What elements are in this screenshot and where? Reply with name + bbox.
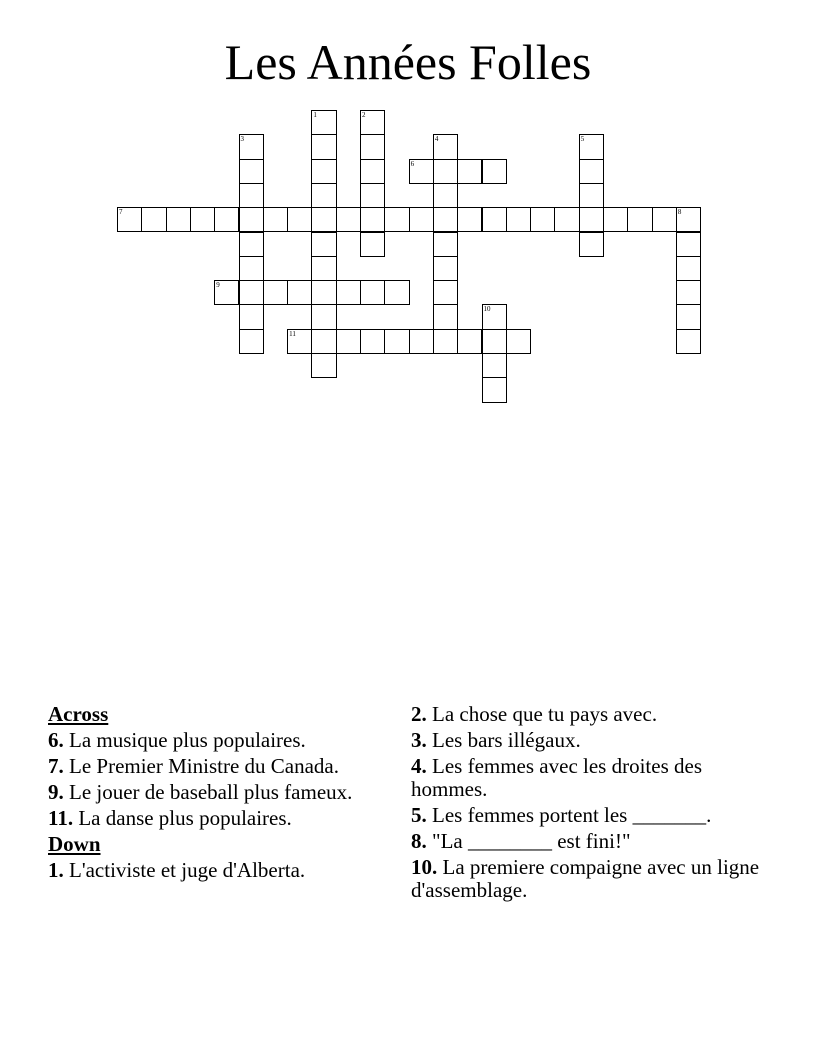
clue-text: "La ________ est fini!"	[432, 829, 631, 853]
cell-number: 1	[313, 111, 317, 119]
clue-down-3	[411, 729, 761, 752]
cell-number: 4	[434, 135, 439, 144]
clue-text: Les bars illégaux.	[432, 728, 581, 752]
grid-cell[interactable]	[506, 207, 531, 232]
clue-text: La musique plus populaires.	[69, 728, 306, 752]
clue-down-2	[411, 703, 761, 726]
clue-text: L'activiste et juge d'Alberta.	[69, 858, 306, 882]
clue-text: La chose que tu pays avec.	[432, 702, 658, 726]
grid-cell[interactable]	[360, 110, 385, 135]
grid-cell[interactable]	[311, 159, 336, 184]
clues-left-column	[48, 703, 368, 885]
grid-cell[interactable]	[579, 207, 604, 232]
puzzle-title: Les Années Folles	[224, 34, 592, 90]
grid-cell[interactable]	[311, 329, 336, 354]
grid-cell[interactable]	[360, 232, 385, 257]
grid-cell[interactable]	[579, 183, 604, 208]
grid-cell[interactable]	[676, 207, 701, 232]
grid-cell[interactable]	[433, 329, 458, 354]
cell-number: 7	[119, 208, 123, 217]
grid-cell[interactable]	[384, 280, 409, 305]
clue-across-6	[48, 729, 368, 752]
clue-down-1	[48, 859, 368, 882]
grid-cell[interactable]	[311, 183, 336, 208]
grid-cell[interactable]	[433, 159, 458, 184]
cell-number: 9	[216, 281, 220, 290]
grid-cell[interactable]	[311, 256, 336, 281]
grid-cell[interactable]	[336, 280, 361, 305]
clue-number: 4.	[411, 754, 427, 778]
grid-cell[interactable]	[239, 280, 264, 305]
grid-cell[interactable]	[676, 256, 701, 281]
cell-number: 6	[410, 159, 415, 168]
grid-cell[interactable]	[506, 329, 531, 354]
clue-number: 11.	[48, 806, 74, 830]
cell-number: 2	[362, 111, 366, 119]
grid-cell[interactable]	[311, 304, 336, 329]
grid-cell[interactable]	[263, 207, 288, 232]
grid-cell[interactable]	[433, 134, 458, 159]
grid-cell[interactable]	[579, 134, 604, 159]
grid-cell[interactable]	[433, 280, 458, 305]
grid-cell[interactable]	[482, 159, 507, 184]
grid-cell[interactable]	[603, 207, 628, 232]
down-heading: Down	[48, 832, 101, 856]
cell-number: 11	[289, 329, 296, 338]
grid-cell[interactable]	[239, 232, 264, 257]
grid-cell[interactable]	[433, 304, 458, 329]
clue-across-7	[48, 755, 368, 778]
grid-cell[interactable]	[360, 329, 385, 354]
grid-cell[interactable]	[311, 134, 336, 159]
grid-cell[interactable]	[409, 329, 434, 354]
grid-cell[interactable]	[409, 159, 434, 184]
grid-cell[interactable]	[117, 207, 142, 232]
grid-cell[interactable]	[554, 207, 579, 232]
grid-cell[interactable]	[336, 329, 361, 354]
grid-cell[interactable]	[676, 232, 701, 257]
cell-number: 5	[580, 135, 585, 144]
grid-cell[interactable]	[676, 280, 701, 305]
clue-down-8	[411, 830, 761, 853]
grid-cell[interactable]	[482, 329, 507, 354]
grid-cell[interactable]	[287, 207, 312, 232]
clue-number: 7.	[48, 754, 64, 778]
grid-cell[interactable]	[457, 207, 482, 232]
grid-cell[interactable]	[360, 159, 385, 184]
grid-cell[interactable]	[457, 159, 482, 184]
clue-down-5	[411, 804, 761, 827]
cell-number: 10	[483, 305, 491, 314]
grid-cell[interactable]	[482, 207, 507, 232]
grid-cell[interactable]	[360, 134, 385, 159]
clue-text: Les femmes portent les _______.	[432, 803, 712, 827]
grid-cell[interactable]	[409, 207, 434, 232]
grid-cell[interactable]	[360, 280, 385, 305]
clue-number: 2.	[411, 702, 427, 726]
grid-cell[interactable]	[311, 232, 336, 257]
grid-cell[interactable]	[676, 304, 701, 329]
grid-cell[interactable]	[311, 207, 336, 232]
grid-cell[interactable]	[214, 280, 239, 305]
clues-right-column	[411, 703, 761, 905]
clue-number: 9.	[48, 780, 64, 804]
clue-number: 10.	[411, 855, 438, 879]
grid-cell[interactable]	[433, 232, 458, 257]
cell-number: 3	[240, 135, 244, 144]
grid-cell[interactable]	[457, 329, 482, 354]
clue-text: Le jouer de baseball plus fameux.	[69, 780, 353, 804]
grid-cell[interactable]	[384, 329, 409, 354]
grid-cell[interactable]	[311, 353, 336, 378]
grid-cell[interactable]	[482, 353, 507, 378]
clue-number: 1.	[48, 858, 64, 882]
grid-cell[interactable]	[652, 207, 677, 232]
grid-cell[interactable]	[433, 183, 458, 208]
grid-cell[interactable]	[239, 304, 264, 329]
grid-cell[interactable]	[579, 232, 604, 257]
clue-text: La premiere compaigne avec un ligne d'assemblage.	[411, 855, 760, 902]
grid-cell[interactable]	[239, 329, 264, 354]
grid-cell[interactable]	[287, 280, 312, 305]
clue-number: 8.	[411, 829, 427, 853]
grid-cell[interactable]	[482, 304, 507, 329]
grid-cell[interactable]	[360, 183, 385, 208]
clue-across-11	[48, 807, 368, 830]
grid-cell[interactable]	[239, 207, 264, 232]
clue-number: 3.	[411, 728, 427, 752]
clue-across-9	[48, 781, 368, 804]
clue-down-10	[411, 856, 761, 902]
grid-cell[interactable]	[433, 256, 458, 281]
grid-cell[interactable]	[239, 159, 264, 184]
grid-cell[interactable]	[433, 207, 458, 232]
grid-cell[interactable]	[579, 159, 604, 184]
cell-number: 8	[677, 208, 682, 217]
clue-number: 5.	[411, 803, 427, 827]
clue-text: Le Premier Ministre du Canada.	[69, 754, 340, 778]
grid-cell[interactable]	[263, 280, 288, 305]
grid-cell[interactable]	[384, 207, 409, 232]
clue-text: Les femmes avec les droites des hommes.	[411, 754, 702, 801]
clue-down-4	[411, 755, 761, 801]
grid-cell[interactable]	[166, 207, 191, 232]
grid-cell[interactable]	[141, 207, 166, 232]
grid-cell[interactable]	[627, 207, 652, 232]
grid-cell[interactable]	[360, 207, 385, 232]
grid-cell[interactable]	[676, 329, 701, 354]
clue-text: La danse plus populaires.	[78, 806, 292, 830]
grid-cell[interactable]	[190, 207, 215, 232]
grid-cell[interactable]	[311, 280, 336, 305]
clue-number: 6.	[48, 728, 64, 752]
grid-cell[interactable]	[214, 207, 239, 232]
grid-cell[interactable]	[239, 256, 264, 281]
grid-cell[interactable]	[311, 110, 336, 135]
grid-cell[interactable]	[482, 377, 507, 402]
crossword-grid	[0, 0, 816, 420]
across-heading: Across	[48, 702, 109, 726]
grid-cell[interactable]	[336, 207, 361, 232]
grid-cell[interactable]	[530, 207, 555, 232]
grid-cell[interactable]	[239, 134, 264, 159]
grid-cell[interactable]	[287, 329, 312, 354]
grid-cell[interactable]	[239, 183, 264, 208]
